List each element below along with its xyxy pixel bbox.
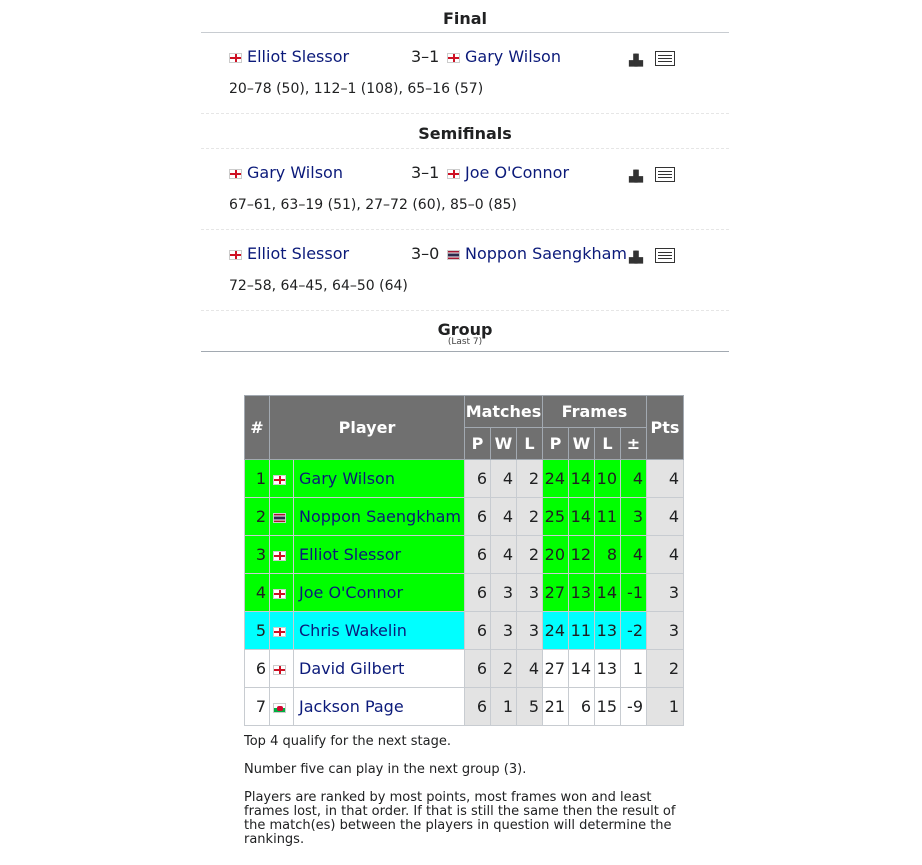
note: Top 4 qualify for the next stage. xyxy=(244,734,451,749)
england-flag-icon xyxy=(273,551,286,561)
match-score: 3–1 xyxy=(411,47,440,66)
match-score: 3–0 xyxy=(411,244,440,263)
col-matches-lost: L xyxy=(517,428,543,460)
player1-link[interactable]: Elliot Slessor xyxy=(247,47,350,66)
table-row: 1 Gary Wilson 6 4 2 24 14 10 4 4 xyxy=(245,460,684,498)
col-rank: # xyxy=(245,396,270,460)
england-flag-icon xyxy=(229,169,242,179)
table-row: 4 Joe O'Connor 6 3 3 27 13 14 -1 3 xyxy=(245,574,684,612)
table-notes xyxy=(244,735,684,861)
thailand-flag-icon xyxy=(447,250,460,260)
wales-flag-icon xyxy=(273,703,286,713)
player-link[interactable]: Joe O'Connor xyxy=(299,583,404,602)
player-link[interactable]: Chris Wakelin xyxy=(299,621,407,640)
player1-link[interactable]: Gary Wilson xyxy=(247,163,343,182)
match-score: 3–1 xyxy=(411,163,440,182)
england-flag-icon xyxy=(273,665,286,675)
table-row: 3 Elliot Slessor 6 4 2 20 12 8 4 4 xyxy=(245,536,684,574)
england-flag-icon xyxy=(229,250,242,260)
table-row: 5 Chris Wakelin 6 3 3 24 11 13 -2 3 xyxy=(245,612,684,650)
divider xyxy=(201,310,729,311)
table-row: 2 Noppon Saengkham 6 4 2 25 14 11 3 4 xyxy=(245,498,684,536)
final-match xyxy=(201,33,729,113)
match-report-icon[interactable] xyxy=(655,167,675,182)
player-link[interactable]: Jackson Page xyxy=(299,697,404,716)
col-frames-played: P xyxy=(543,428,569,460)
england-flag-icon xyxy=(273,627,286,637)
england-flag-icon xyxy=(273,589,286,599)
semifinal-match xyxy=(201,149,729,229)
player2-link[interactable]: Gary Wilson xyxy=(465,47,561,66)
col-pts: Pts xyxy=(647,396,684,460)
col-matches: Matches xyxy=(465,396,543,428)
note: Players are ranked by most points, most frames won and least frames lost, in that order. If that is still the same then the result of the match(es) between the players in question will determine the rankings. xyxy=(244,790,676,847)
england-flag-icon xyxy=(447,53,460,63)
england-flag-icon xyxy=(447,169,460,179)
player2-link[interactable]: Noppon Saengkham xyxy=(465,244,627,263)
results-section xyxy=(201,0,729,352)
group-standings-table xyxy=(244,395,684,726)
final-heading: Final xyxy=(442,9,488,28)
player1-link[interactable]: Elliot Slessor xyxy=(247,244,350,263)
frame-scores: 20–78 (50), 112–1 (108), 65–16 (57) xyxy=(229,81,484,97)
player-link[interactable]: Noppon Saengkham xyxy=(299,507,461,526)
england-flag-icon xyxy=(273,475,286,485)
match-report-icon[interactable] xyxy=(655,248,675,263)
col-matches-won: W xyxy=(491,428,517,460)
group-heading: Group xyxy=(437,320,493,339)
col-frames-won: W xyxy=(569,428,595,460)
england-flag-icon xyxy=(229,53,242,63)
match-report-icon[interactable] xyxy=(655,51,675,66)
semifinal-match xyxy=(201,230,729,310)
divider xyxy=(201,351,729,352)
table-row: 7 Jackson Page 6 1 5 21 6 15 -9 1 xyxy=(245,688,684,726)
col-matches-played: P xyxy=(465,428,491,460)
col-frame-difference: ± xyxy=(621,428,647,460)
col-player: Player xyxy=(270,396,465,460)
frame-scores: 67–61, 63–19 (51), 27–72 (60), 85–0 (85) xyxy=(229,197,517,213)
semifinals-heading: Semifinals xyxy=(418,124,512,143)
table-row: 6 David Gilbert 6 2 4 27 14 13 1 2 xyxy=(245,650,684,688)
thailand-flag-icon xyxy=(273,513,286,523)
head-to-head-icon[interactable]: ▟▙ xyxy=(629,54,640,67)
player2-link[interactable]: Joe O'Connor xyxy=(465,163,570,182)
col-frames: Frames xyxy=(543,396,647,428)
head-to-head-icon[interactable]: ▟▙ xyxy=(629,170,640,183)
note: Number five can play in the next group (3). xyxy=(244,762,527,777)
group-subtitle: (Last 7) xyxy=(447,337,483,347)
col-frames-lost: L xyxy=(595,428,621,460)
player-link[interactable]: Elliot Slessor xyxy=(299,545,402,564)
head-to-head-icon[interactable]: ▟▙ xyxy=(629,251,640,264)
player-link[interactable]: Gary Wilson xyxy=(299,469,395,488)
frame-scores: 72–58, 64–45, 64–50 (64) xyxy=(229,278,408,294)
player-link[interactable]: David Gilbert xyxy=(299,659,405,678)
